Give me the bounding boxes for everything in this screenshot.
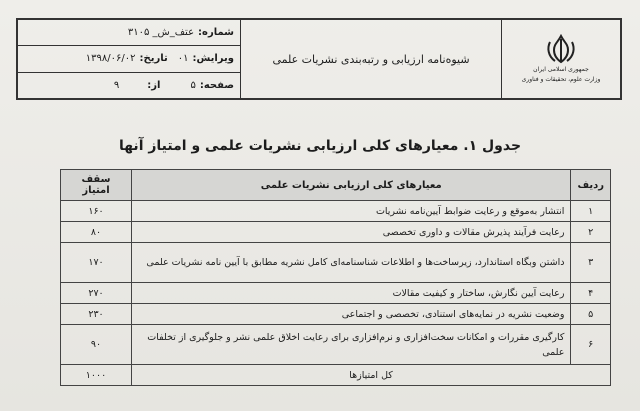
total-value: ۱۰۰۰ bbox=[61, 365, 132, 386]
row-score: ۸۰ bbox=[61, 222, 132, 243]
table-total-row bbox=[61, 365, 611, 386]
logo-text-1: جمهوری اسلامی ایران bbox=[533, 66, 589, 73]
row-score: ۱۶۰ bbox=[61, 201, 132, 222]
page-value: ۵ bbox=[190, 79, 196, 91]
iran-emblem-icon bbox=[544, 34, 578, 64]
page-label: صفحه: bbox=[199, 79, 234, 91]
header-max-score: سقف امتیاز bbox=[61, 170, 132, 201]
row-score: ۹۰ bbox=[61, 325, 132, 365]
meta-page-row bbox=[18, 72, 240, 98]
table-row bbox=[61, 283, 611, 304]
row-criteria: داشتن وبگاه استاندارد، زیرساخت‌ها و اطلاعات شناسنامه‌ای کامل نشریه مطابق با آیین نامه نشریات علمی bbox=[132, 243, 571, 283]
of-label: از: bbox=[147, 79, 161, 91]
row-index: ۱ bbox=[571, 201, 611, 222]
number-label: شماره: bbox=[198, 27, 234, 39]
row-score: ۲۳۰ bbox=[61, 304, 132, 325]
criteria-table bbox=[60, 169, 611, 386]
table-row bbox=[61, 201, 611, 222]
document-title: شیوه‌نامه ارزیابی و رتبه‌بندی نشریات علمی bbox=[240, 20, 501, 98]
row-index: ۴ bbox=[571, 283, 611, 304]
logo-text-2: وزارت علوم، تحقیقات و فناوری bbox=[521, 76, 601, 83]
document-header bbox=[16, 18, 622, 100]
row-criteria: رعایت فرآیند پذیرش مقالات و داوری تخصصی bbox=[132, 222, 571, 243]
table-header-row bbox=[61, 170, 611, 201]
meta-revision-row bbox=[18, 45, 240, 71]
table-row bbox=[61, 222, 611, 243]
row-index: ۳ bbox=[571, 243, 611, 283]
date-label: تاریخ: bbox=[139, 53, 168, 65]
date-value: ۱۳۹۸/۰۶/۰۲ bbox=[85, 53, 136, 65]
meta-number-row bbox=[18, 20, 240, 45]
revision-label: ویرایش: bbox=[192, 53, 234, 65]
row-index: ۶ bbox=[571, 325, 611, 365]
revision-value: ۰۱ bbox=[177, 53, 189, 65]
table-row bbox=[61, 304, 611, 325]
of-value: ۹ bbox=[113, 79, 120, 91]
total-label: کل امتیازها bbox=[132, 365, 611, 386]
row-criteria: کارگیری مقررات و امکانات سخت‌افزاری و نرم‌افزاری برای رعایت اخلاق علمی نشر و جلوگیری از تخلفات علمی bbox=[132, 325, 571, 365]
table-row bbox=[61, 243, 611, 283]
row-criteria: انتشار به‌موقع و رعایت ضوابط آیین‌نامه نشریات bbox=[132, 201, 571, 222]
row-index: ۵ bbox=[571, 304, 611, 325]
ministry-logo-block bbox=[501, 20, 620, 98]
number-value: عتف_ش_ ۳۱۰۵ bbox=[127, 27, 195, 39]
row-score: ۱۷۰ bbox=[61, 243, 132, 283]
header-index: ردیف bbox=[571, 170, 611, 201]
row-score: ۲۷۰ bbox=[61, 283, 132, 304]
row-criteria: رعایت آیین نگارش، ساختار و کیفیت مقالات bbox=[132, 283, 571, 304]
document-meta bbox=[18, 20, 240, 98]
table-title: جدول ۱. معیارهای کلی ارزیابی نشریات علمی و امتیاز آنها bbox=[118, 138, 522, 154]
row-criteria: وضعیت نشریه در نمایه‌های استنادی، تخصصی و اجتماعی bbox=[132, 304, 571, 325]
row-index: ۲ bbox=[571, 222, 611, 243]
table-row bbox=[61, 325, 611, 365]
header-criteria: معیارهای کلی ارزیابی نشریات علمی bbox=[132, 170, 571, 201]
